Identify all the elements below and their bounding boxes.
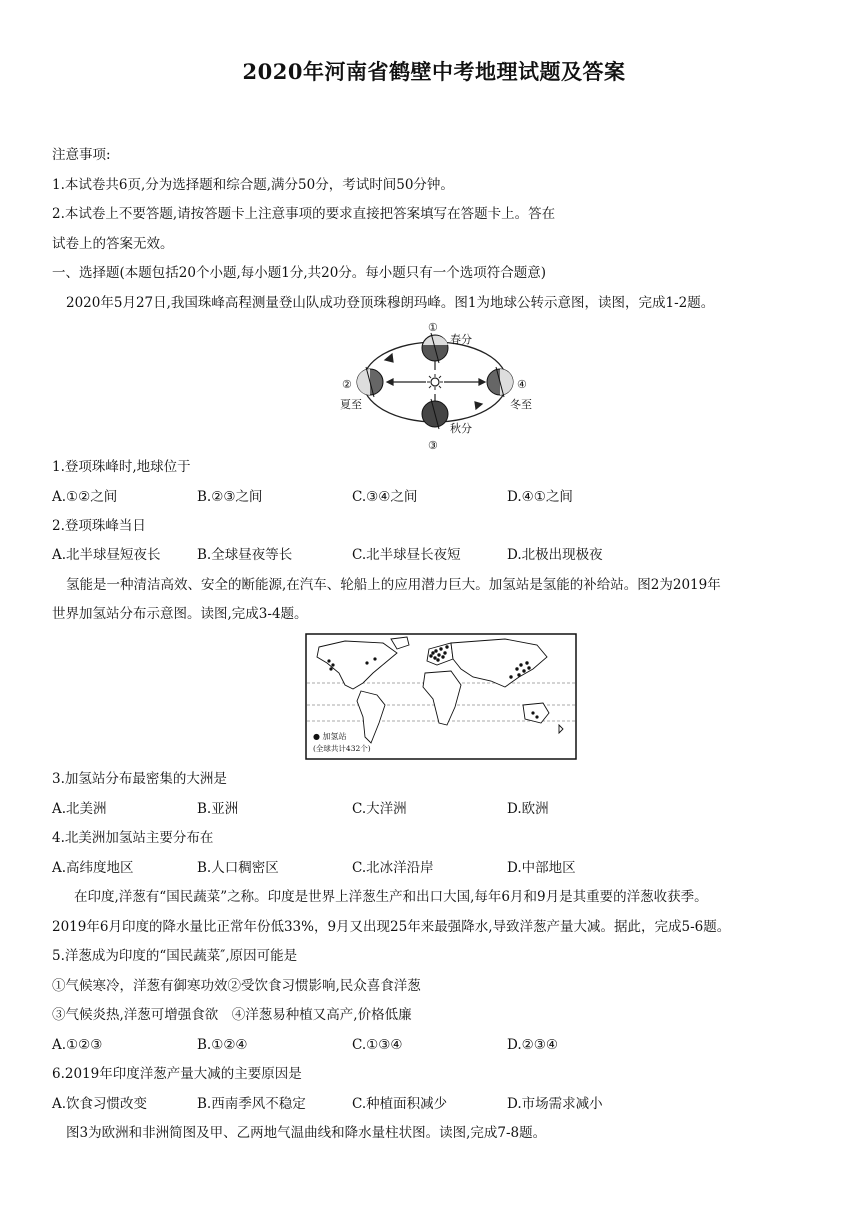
- option-a: A.①②之间: [52, 489, 118, 505]
- question-2-options: [52, 546, 772, 564]
- option-a: A.饮食习惯改变: [52, 1096, 148, 1112]
- option-d: D.欧洲: [507, 801, 549, 817]
- option-a: A.①②③: [52, 1037, 103, 1053]
- option-b: B.②③之间: [197, 489, 263, 505]
- option-d: D.市场需求减小: [507, 1096, 603, 1112]
- question-6-options: [52, 1095, 772, 1113]
- label-position-4: ④: [517, 378, 527, 391]
- question-5-statements-1: ①气候寒冷，洋葱有御寒功效②受饮食习惯影响,民众喜食洋葱: [52, 978, 421, 994]
- question-3-stem: 3.加氢站分布最密集的大洲是: [52, 771, 227, 787]
- question-5-options: [52, 1036, 772, 1054]
- question-3-options: [52, 800, 772, 818]
- label-position-1: ①: [428, 321, 438, 334]
- notice-item-2: 2.本试卷上不要答题,请按答题卡上注意事项的要求直接把答案填写在答题卡上。答在: [52, 206, 556, 222]
- earth-icon-spring: [422, 333, 448, 363]
- option-c: C.③④之间: [352, 489, 418, 505]
- question-1-stem: 1.登项珠峰时,地球位于: [52, 459, 191, 475]
- option-c: C.北半球昼长夜短: [352, 547, 461, 563]
- notice-heading: 注意事项:: [52, 147, 111, 163]
- intro-paragraph-4: 图3为欧洲和非洲简图及甲、乙两地气温曲线和降水量柱状图。读图,完成7-8题。: [66, 1125, 547, 1141]
- option-b: B.亚洲: [197, 801, 239, 817]
- notice-item-2-cont: 试卷上的答案无效。: [52, 236, 174, 252]
- label-spring-equinox: 春分: [450, 333, 472, 346]
- option-d: D.北极出现极夜: [507, 547, 603, 563]
- earth-icon-summer: [357, 367, 383, 397]
- world-hydrogen-station-map: [305, 633, 577, 760]
- option-b: B.西南季风不稳定: [197, 1096, 306, 1112]
- sun-icon: [427, 374, 443, 390]
- option-c: C.北冰洋沿岸: [352, 860, 434, 876]
- intro-paragraph-2-cont: 世界加氢站分布示意图。读图,完成3-4题。: [52, 606, 308, 622]
- question-6-stem: 6.2019年印度洋葱产量大减的主要原因是: [52, 1066, 302, 1082]
- option-b: B.①②④: [197, 1037, 248, 1053]
- legend-station-label: ● 加氢站: [313, 732, 347, 741]
- option-a: A.北半球昼短夜长: [52, 547, 161, 563]
- option-d: D.②③④: [507, 1037, 558, 1053]
- option-b: B.全球昼夜等长: [197, 547, 293, 563]
- label-winter-solstice: 冬至: [510, 398, 532, 411]
- earth-icon-winter: [487, 367, 513, 397]
- label-autumn-equinox: 秋分: [450, 422, 472, 435]
- section-heading: 一、选择题(本题包括20个小题,每小题1分,共20分。每小题只有一个选项符合题意): [52, 265, 547, 281]
- intro-paragraph-1: 2020年5月27日,我国珠峰高程测量登山队成功登顶珠穆朗玛峰。图1为地球公转示意图，读图，完成1-2题。: [66, 295, 715, 311]
- earth-orbit-diagram: [330, 318, 540, 458]
- question-5-stem: 5.洋葱成为印度的“国民蔬菜″,原因可能是: [52, 948, 298, 964]
- option-b: B.人口稠密区: [197, 860, 279, 876]
- option-d: D.中部地区: [507, 860, 576, 876]
- intro-paragraph-3: 在印度,洋葱有“国民蔬菜”之称。印度是世界上洋葱生产和出口大国,每年6月和9月是其重要的洋葱收获季。: [74, 889, 708, 905]
- notice-item-1: 1.本试卷共6页,分为选择题和综合题,满分50分，考试时间50分钟。: [52, 177, 454, 193]
- option-c: C.大洋洲: [352, 801, 407, 817]
- question-5-statements-2: ③气候炎热,洋葱可增强食欲 ④洋葱易种植又高产,价格低廉: [52, 1007, 412, 1023]
- question-4-stem: 4.北美洲加氢站主要分布在: [52, 830, 214, 846]
- label-position-3: ③: [428, 439, 438, 452]
- label-summer-solstice: 夏至: [340, 398, 362, 411]
- label-position-2: ②: [342, 378, 352, 391]
- legend-station-total: (全球共计432个): [313, 744, 371, 753]
- page-title: 2020年河南省鹤壁中考地理试题及答案: [242, 59, 626, 84]
- option-c: C.①③④: [352, 1037, 403, 1053]
- earth-icon-autumn: [422, 399, 448, 429]
- option-d: D.④①之间: [507, 489, 573, 505]
- question-4-options: [52, 859, 772, 877]
- intro-paragraph-2: 氢能是一种清洁高效、安全的断能源,在汽车、轮船上的应用潜力巨大。加氢站是氢能的补给站。图2为2019年: [66, 577, 721, 593]
- option-a: A.北美洲: [52, 801, 107, 817]
- question-1-options: [52, 488, 772, 506]
- option-c: C.种植面积减少: [352, 1096, 448, 1112]
- question-2-stem: 2.登项珠峰当日: [52, 518, 146, 534]
- intro-paragraph-3-cont: 2019年6月印度的降水量比正常年份低33%，9月又出现25年来最强降水,导致洋葱产量大减。据此，完成5-6题。: [52, 919, 731, 935]
- option-a: A.高纬度地区: [52, 860, 134, 876]
